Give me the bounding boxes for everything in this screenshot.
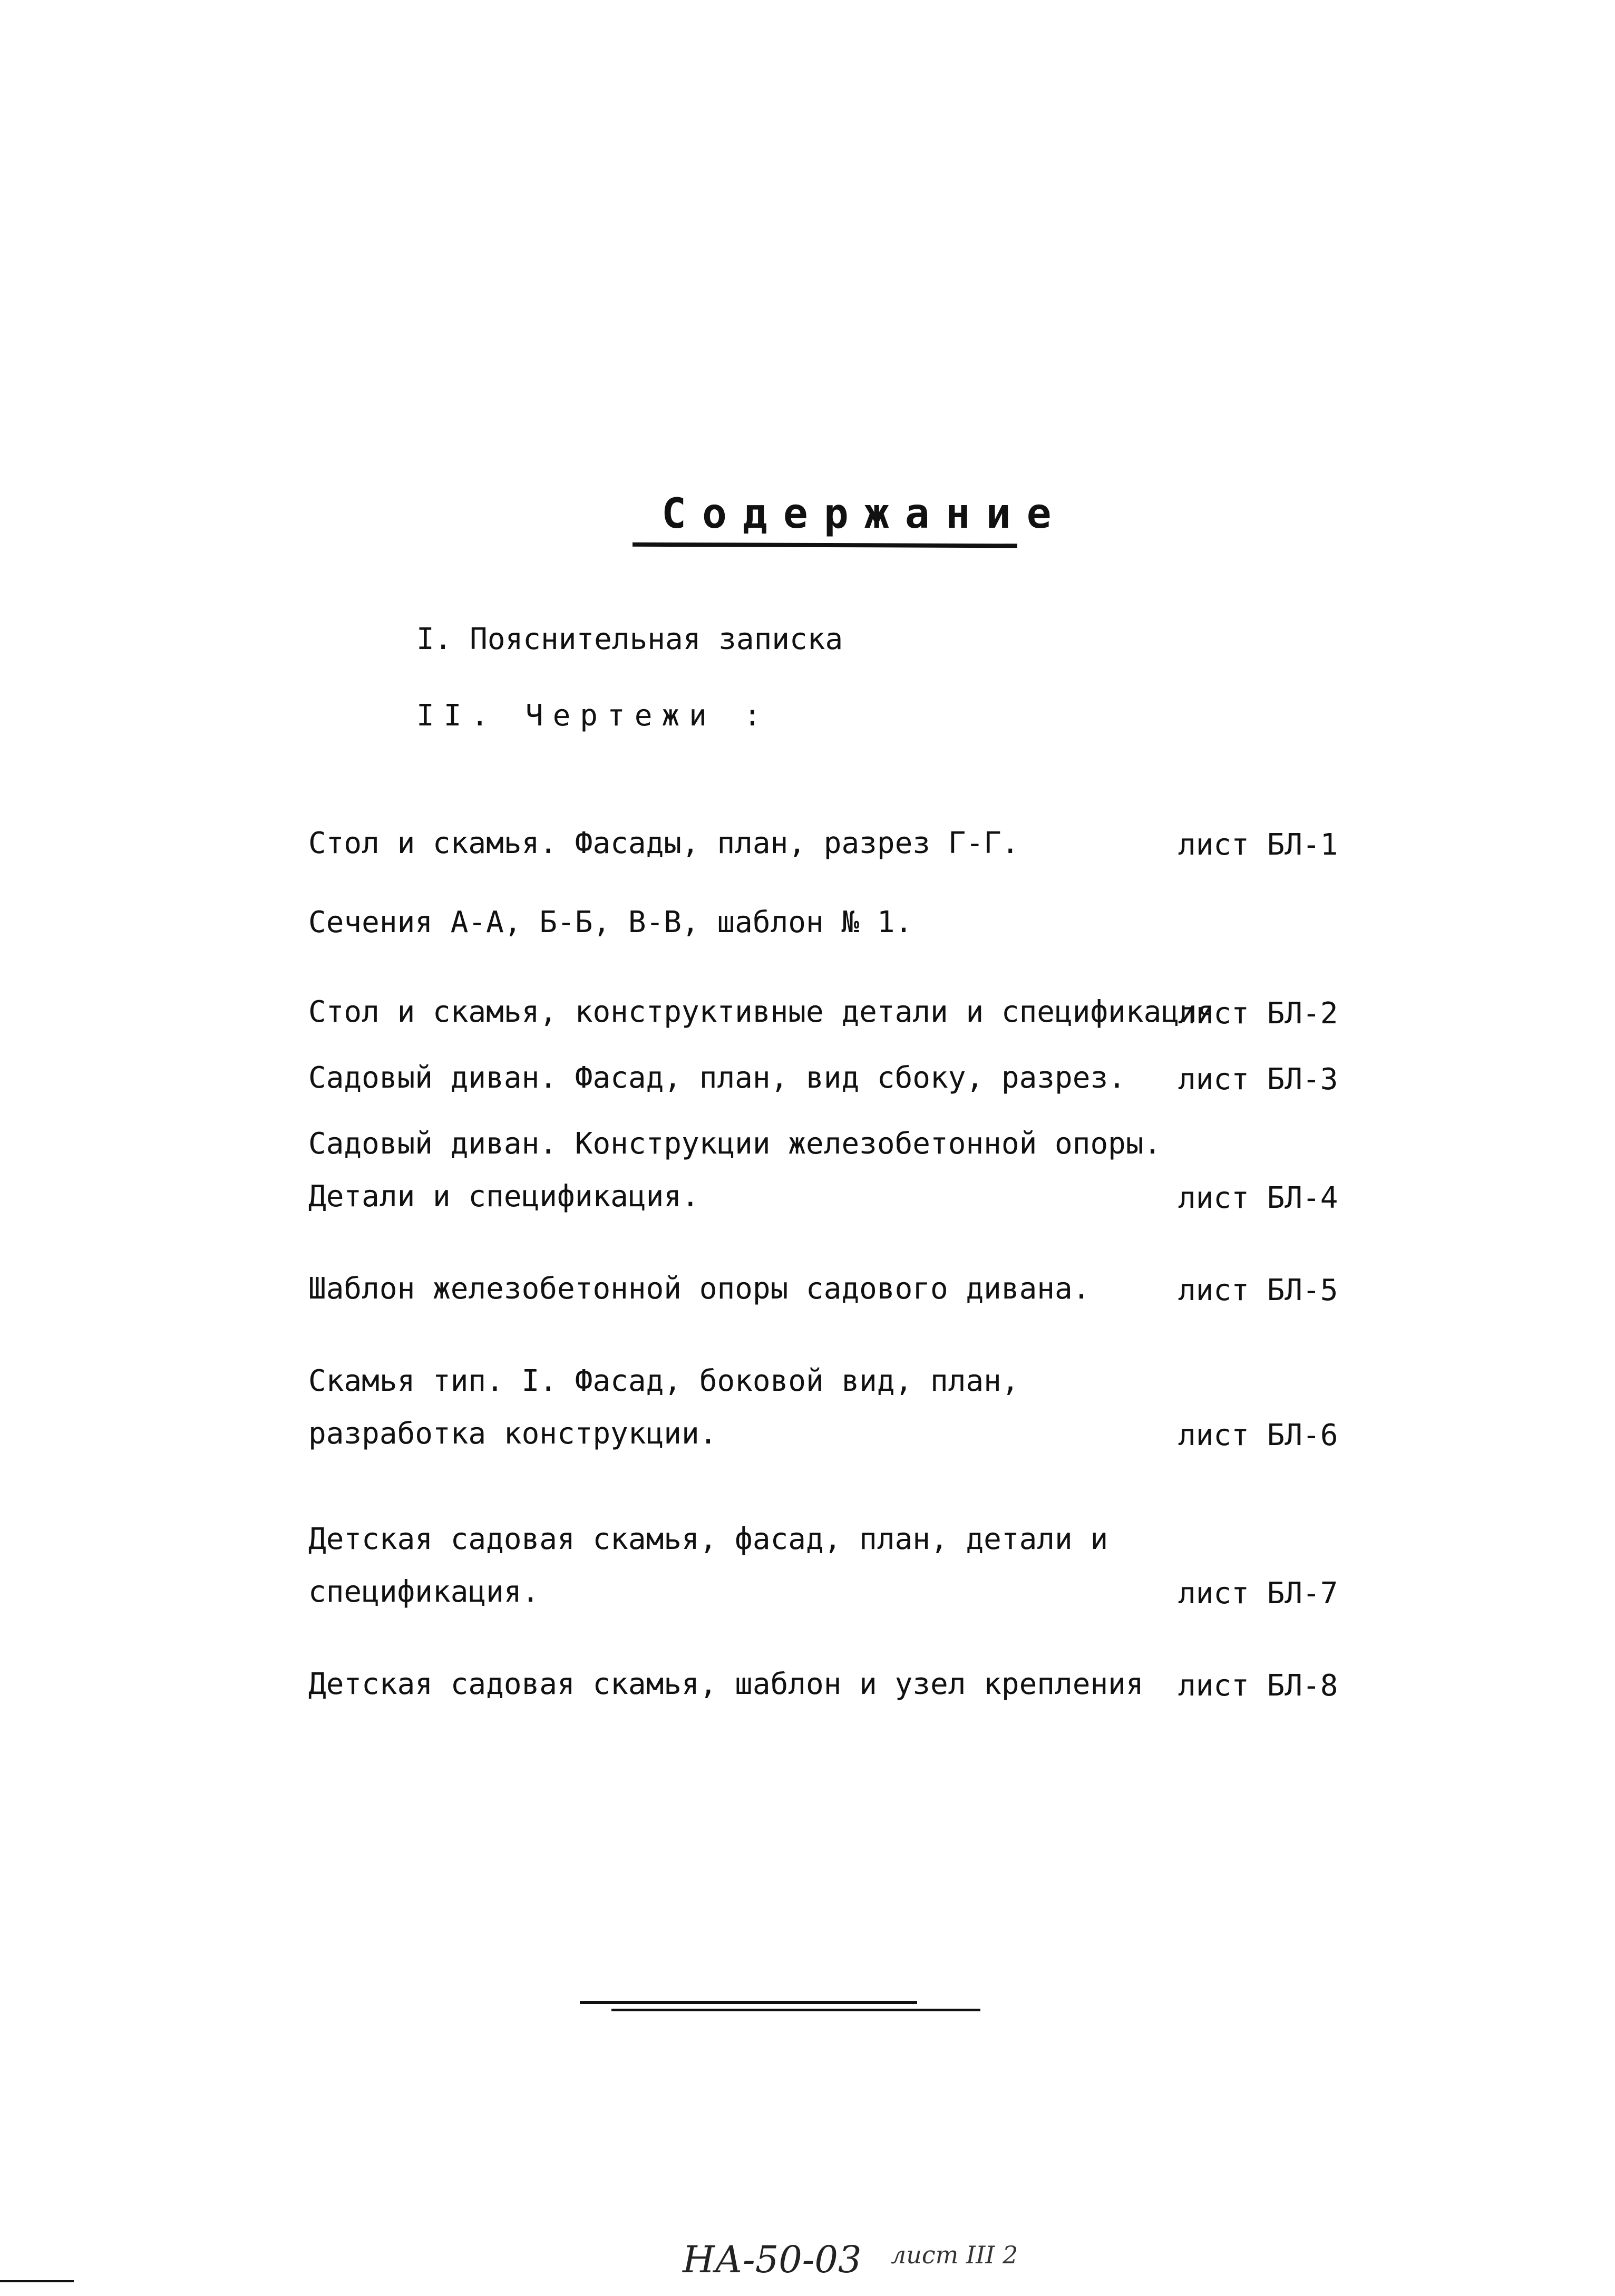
toc-item: Стол и скамья. Фасады, план, разрез Г-Г. (308, 826, 1019, 860)
section-explanatory-note: I. Пояснительная записка (416, 622, 843, 656)
toc-item: Садовый диван. Конструкции железобетонной опоры. (308, 1127, 1162, 1161)
toc-item: Детская садовая скамья, фасад, план, детали и (308, 1522, 1108, 1556)
corner-mark (0, 2280, 74, 2282)
toc-item: Детали и спецификация. (308, 1179, 699, 1214)
toc-sheet-ref: лист БЛ-7 (1178, 1576, 1338, 1611)
toc-item: Сечения А-А, Б-Б, В-В, шаблон № 1. (308, 905, 913, 939)
toc-sheet-ref: лист БЛ-1 (1178, 828, 1338, 862)
toc-sheet-ref: лист БЛ-5 (1178, 1273, 1338, 1307)
footer-document-code: НА-50-03 (683, 2238, 862, 2281)
toc-item: Садовый диван. Фасад, план, вид сбоку, разрез. (308, 1061, 1126, 1095)
toc-item: разработка конструкции. (308, 1417, 717, 1451)
toc-sheet-ref: лист БЛ-2 (1178, 996, 1338, 1031)
bottom-divider (580, 2001, 917, 2004)
section-drawings: II. Чертежи : (416, 699, 771, 733)
bottom-divider-secondary (611, 2009, 980, 2011)
toc-sheet-ref: лист БЛ-8 (1178, 1669, 1338, 1703)
toc-sheet-ref: лист БЛ-6 (1178, 1418, 1338, 1452)
toc-item: спецификация. (308, 1575, 540, 1609)
toc-item: Стол и скамья, конструктивные детали и спецификация (308, 995, 1215, 1029)
page-title: Содержание (661, 490, 1067, 538)
toc-item: Шаблон железобетонной опоры садового дивана. (308, 1272, 1091, 1306)
footer-handwritten-note: лист III 2 (891, 2241, 1018, 2269)
title-underline (633, 542, 1017, 548)
toc-item: Скамья тип. I. Фасад, боковой вид, план, (308, 1364, 1019, 1398)
toc-item: Детская садовая скамья, шаблон и узел крепления (308, 1667, 1144, 1701)
toc-sheet-ref: лист БЛ-4 (1178, 1181, 1338, 1215)
toc-sheet-ref: лист БЛ-3 (1178, 1062, 1338, 1097)
